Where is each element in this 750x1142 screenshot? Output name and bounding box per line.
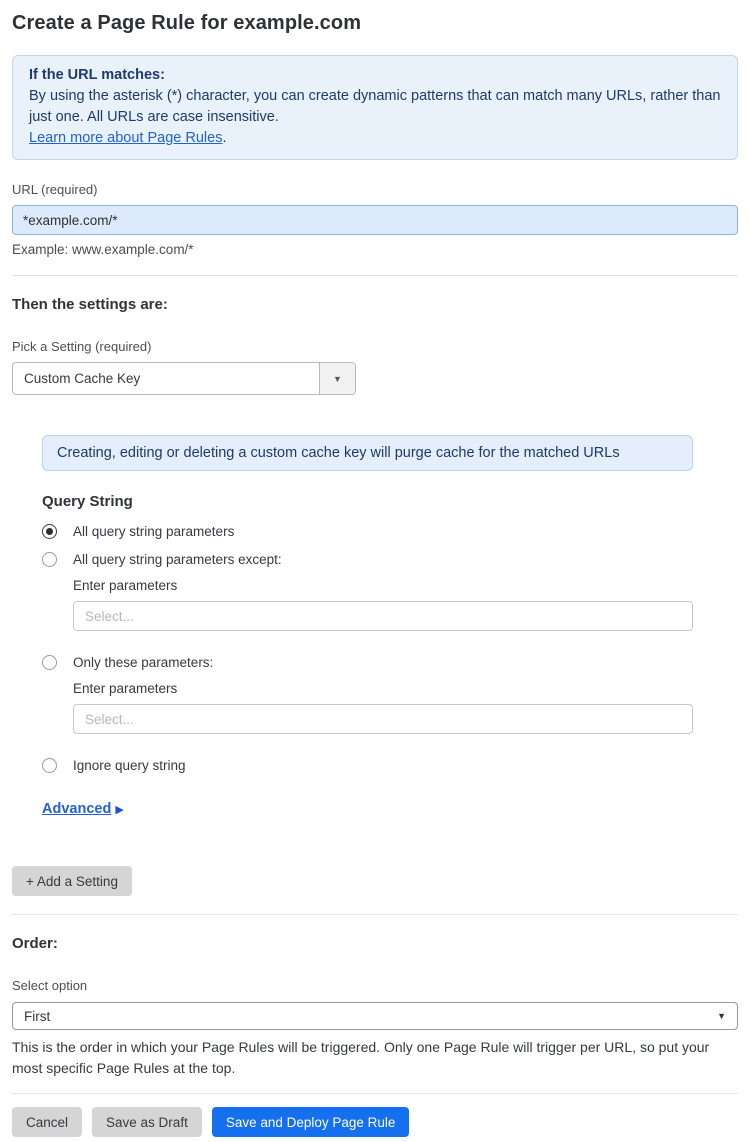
page-title: Create a Page Rule for example.com xyxy=(12,12,362,34)
order-description: This is the order in which your Page Rules will be triggered. Only one Page Rule will trigger per URL, so put your most specific Page Rules at the top. xyxy=(12,1039,710,1076)
footer-divider xyxy=(12,1093,738,1094)
footer-actions xyxy=(12,1107,738,1137)
info-box-link-line xyxy=(29,128,721,149)
url-input[interactable] xyxy=(12,205,738,235)
radio-ignore-query-string[interactable] xyxy=(42,758,738,773)
pick-setting-label: Pick a Setting (required) xyxy=(12,339,152,354)
setting-dropdown-button[interactable] xyxy=(319,363,355,394)
setting-dropdown[interactable] xyxy=(12,362,356,395)
order-select-value: First xyxy=(24,1008,51,1024)
url-example-hint: Example: www.example.com/* xyxy=(12,242,194,257)
radio-button-icon[interactable] xyxy=(42,524,57,539)
radio-button-icon[interactable] xyxy=(42,655,57,670)
url-match-info-box xyxy=(12,55,738,160)
radio-all-params-except[interactable] xyxy=(42,552,738,567)
chevron-down-icon: ▼ xyxy=(717,1011,726,1021)
enter-parameters-label: Enter parameters xyxy=(73,578,178,593)
info-box-heading: If the URL matches: xyxy=(29,67,165,83)
order-select-label: Select option xyxy=(12,978,88,993)
radio-label: Only these parameters: xyxy=(73,655,214,670)
radio-label: All query string parameters except: xyxy=(73,552,282,567)
save-and-deploy-button[interactable]: Save and Deploy Page Rule xyxy=(212,1107,410,1137)
chevron-down-icon: ▼ xyxy=(333,373,342,384)
link-suffix: . xyxy=(222,130,227,146)
radio-only-these-params[interactable] xyxy=(42,655,738,670)
advanced-link-text[interactable]: Advanced xyxy=(42,801,112,817)
radio-all-query-params[interactable] xyxy=(42,524,738,539)
arrow-right-icon: ▶ xyxy=(115,804,124,816)
settings-heading: Then the settings are: xyxy=(12,296,168,313)
order-select[interactable] xyxy=(12,1002,738,1030)
advanced-toggle[interactable] xyxy=(42,801,124,817)
save-as-draft-button[interactable]: Save as Draft xyxy=(92,1107,202,1137)
cache-key-notice: Creating, editing or deleting a custom cache key will purge cache for the matched URLs xyxy=(42,435,693,471)
radio-label: Ignore query string xyxy=(73,758,186,773)
section-divider xyxy=(12,275,738,276)
add-setting-button[interactable]: + Add a Setting xyxy=(12,866,132,896)
info-box-body: By using the asterisk (*) character, you can create dynamic patterns that can match many URLs, rather than just one. All URLs are case insensitive. xyxy=(29,88,721,125)
cancel-button[interactable]: Cancel xyxy=(12,1107,82,1137)
radio-label: All query string parameters xyxy=(73,524,235,539)
radio-button-icon[interactable] xyxy=(42,552,57,567)
url-field-label: URL (required) xyxy=(12,182,98,197)
add-setting-row xyxy=(12,866,738,896)
page-rule-form xyxy=(0,12,750,1137)
section-divider xyxy=(12,914,738,915)
learn-more-link[interactable]: Learn more about Page Rules xyxy=(29,130,223,146)
setting-dropdown-value: Custom Cache Key xyxy=(24,371,141,386)
order-heading: Order: xyxy=(12,935,58,952)
except-parameters-input[interactable] xyxy=(73,601,693,631)
radio-button-icon[interactable] xyxy=(42,758,57,773)
enter-parameters-label: Enter parameters xyxy=(73,681,178,696)
query-string-heading: Query String xyxy=(42,493,133,510)
only-parameters-input[interactable] xyxy=(73,704,693,734)
